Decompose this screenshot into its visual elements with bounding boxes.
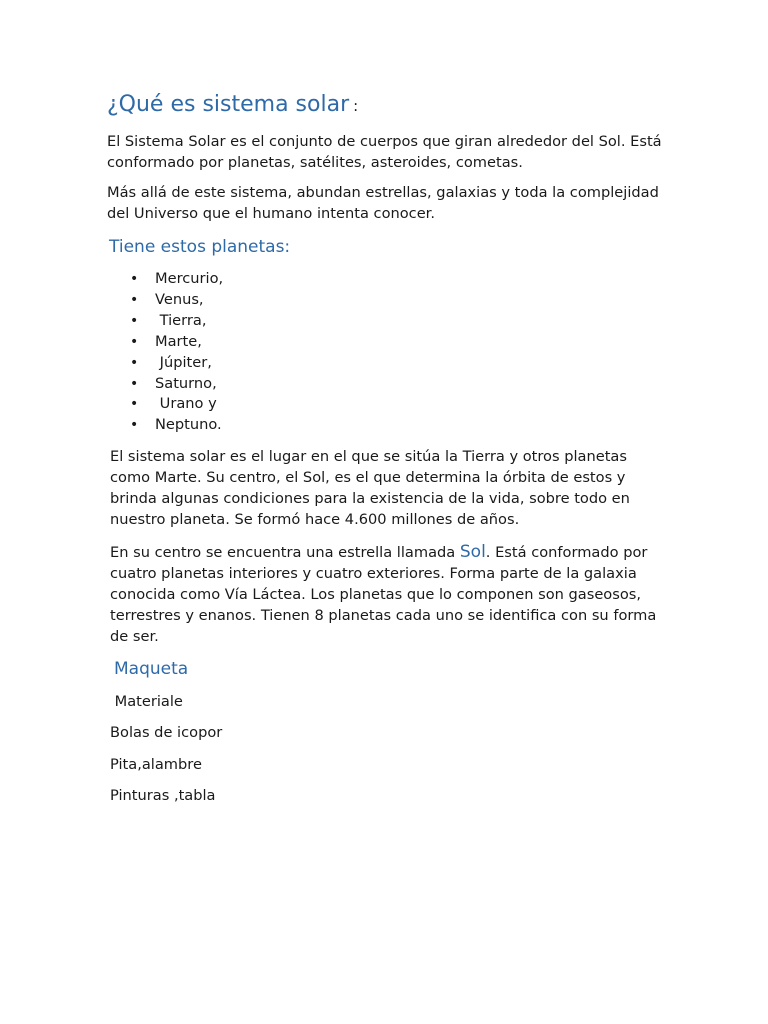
list-item	[130, 290, 223, 311]
list-item	[130, 374, 223, 395]
bullet-icon: •	[130, 375, 139, 392]
planet-name: Neptuno.	[155, 416, 222, 434]
bullet-icon: •	[130, 312, 139, 329]
body-paragraph-1: El sistema solar es el lugar en el que se sitúa la Tierra y otros planetas como Marte. Su centro, el Sol, es el que determina la órbita de estos y brinda algunas condiciones para la existencia de la vida, sobre todo en nuestro planeta. Se formó hace 4.600 millones de años.	[110, 448, 630, 528]
planet-name: Júpiter,	[155, 353, 212, 371]
bullet-icon: •	[130, 354, 139, 371]
planet-name: Mercurio,	[155, 270, 224, 287]
bullet-icon: •	[130, 396, 139, 413]
bullet-icon: •	[130, 333, 139, 350]
planet-name: Tierra,	[155, 311, 207, 329]
page-title-colon: :	[353, 97, 359, 115]
list-item	[130, 394, 223, 415]
bullet-icon: •	[130, 417, 139, 434]
page-title-text: ¿Qué es sistema solar	[107, 92, 350, 117]
sol-highlight: Sol	[459, 542, 486, 562]
planet-name: Urano y	[155, 395, 217, 413]
materials-label: Materiale	[110, 693, 183, 710]
body-paragraph-2-start: En su centro se encuentra una estrella llamada	[110, 544, 460, 561]
planet-name: Venus,	[155, 290, 204, 308]
list-item	[130, 332, 223, 353]
material-item: Bolas de icopor	[110, 724, 223, 741]
bullet-icon: •	[130, 291, 139, 308]
material-item: Pinturas ,tabla	[110, 787, 216, 804]
intro-paragraph-1: El Sistema Solar es el conjunto de cuerpos que giran alrededor del Sol. Está conformado por planetas, satélites, asteroides, cometas.	[107, 133, 662, 171]
maqueta-heading: Maqueta	[114, 659, 189, 679]
planets-heading: Tiene estos planetas:	[109, 237, 291, 257]
planet-list	[130, 269, 223, 436]
body-paragraph-2	[110, 542, 660, 647]
bullet-icon: •	[130, 271, 139, 287]
planet-name: Marte,	[155, 332, 202, 350]
material-item: Pita,alambre	[110, 756, 202, 773]
list-item	[130, 353, 223, 374]
list-item	[130, 311, 223, 332]
list-item	[130, 269, 223, 290]
body-paragraph-2-end: . Está conformado por cuatro planetas interiores y cuatro exteriores. Forma parte de la galaxia conocida como Vía Láctea. Los planetas que lo componen son gaseosos, terrestres y enanos. Tienen 8 planetas cada uno se identifica con su forma de ser.	[110, 544, 657, 645]
list-item	[130, 415, 223, 436]
planet-name: Saturno,	[155, 374, 217, 392]
intro-paragraph-2: Más allá de este sistema, abundan estrellas, galaxias y toda la complejidad del Universo que el humano intenta conocer.	[107, 184, 659, 222]
page-title	[107, 90, 358, 121]
